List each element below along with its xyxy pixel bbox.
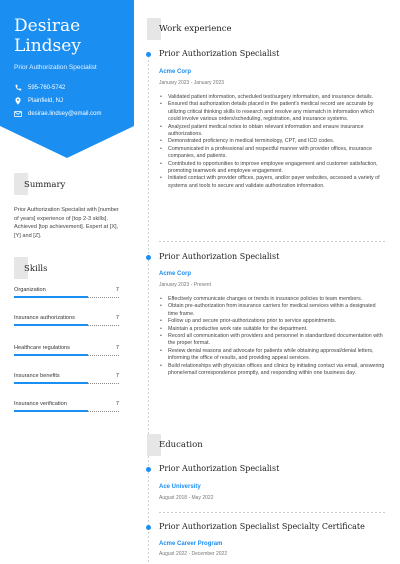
job-bullet: • Demonstrated proficiency in medical terminology, CPT, and ICD codes. xyxy=(159,138,385,145)
summary-text: Prior Authorization Specialist with [number of years] experience of [top 2-3 skills]. Achieved [top achievement]. Expert at [X], [Y] and [Z]. xyxy=(14,207,119,239)
education-school: Acme Career Program xyxy=(159,541,223,547)
first-name: Desirae xyxy=(14,16,81,36)
contact-phone xyxy=(14,84,65,92)
skill-item xyxy=(14,315,119,326)
job-bullet: • Effectively communicate changes or trends in insurance policies to team members. xyxy=(159,296,385,303)
phone-icon xyxy=(14,84,22,92)
skill-level: 7 xyxy=(115,401,119,407)
skill-level: 7 xyxy=(115,315,119,321)
divider xyxy=(159,512,385,513)
job-bullet: • Communicated in a professional and respectful manner with provider offices, insurance companies, and patients. xyxy=(159,146,385,161)
experience-heading: Work experience xyxy=(159,24,232,34)
education-title: Prior Authorization Specialist xyxy=(159,464,280,473)
skill-item xyxy=(14,287,119,298)
skill-item xyxy=(14,345,119,356)
skill-level: 7 xyxy=(115,373,119,379)
candidate-name xyxy=(14,16,132,56)
divider xyxy=(159,241,385,242)
skill-level: 7 xyxy=(115,287,119,293)
skill-level-bar xyxy=(14,382,88,384)
skill-name: Healthcare regulations xyxy=(14,345,70,351)
last-name: Lindsey xyxy=(14,36,81,56)
education-dates: August 2022 - December 2022 xyxy=(159,551,228,557)
job-bullet: • Obtain pre-authorization from insurance carriers for medical services within a designated time frame. xyxy=(159,303,385,318)
email-icon xyxy=(14,110,22,118)
skill-name: Insurance verification xyxy=(14,401,67,407)
timeline-dot xyxy=(146,52,151,57)
timeline-dot xyxy=(146,525,151,530)
job-bullet: • Build relationships with physician offices and clinics by initiating contact via email, answering phone/email correspondence promptly, and responding within one business day. xyxy=(159,363,385,378)
skill-name: Organization xyxy=(14,287,46,293)
job-dates: January 2023 - January 2023 xyxy=(159,80,225,86)
education-title: Prior Authorization Specialist Specialty Certificate xyxy=(159,522,365,531)
skill-level-bar xyxy=(14,410,88,412)
job-bullet: • Record all communication with providers and personnel in standardized documentation with the proper format. xyxy=(159,333,385,348)
timeline-dot xyxy=(146,467,151,472)
job-bullet: • Analyzed patient medical notes to obtain relevant information and ensure insurance authorizations. xyxy=(159,124,385,139)
contact-email[interactable] xyxy=(14,110,101,118)
education-heading: Education xyxy=(159,440,203,450)
skill-level: 7 xyxy=(115,345,119,351)
skill-level-bar xyxy=(14,354,88,356)
summary-heading: Summary xyxy=(24,180,66,190)
skill-item xyxy=(14,401,119,412)
skills-heading: Skills xyxy=(24,264,48,274)
skill-level-bar xyxy=(14,324,88,326)
email-text[interactable]: desirae.lindsey@email.com xyxy=(28,111,102,117)
candidate-role: Prior Authorization Specialist xyxy=(14,64,97,71)
job-bullet: • Maintain a productive work rate suitable for the department. xyxy=(159,326,385,333)
job-company: Acme Corp xyxy=(159,69,192,75)
skill-name: Insurance authorizations xyxy=(14,315,75,321)
job-bullet: • Validated patient information, scheduled test/surgery information, and insurance details. xyxy=(159,94,385,101)
education-dates: August 2018 - May 2022 xyxy=(159,495,214,501)
left-column xyxy=(0,0,134,564)
job-bullets xyxy=(159,94,385,190)
job-company: Acme Corp xyxy=(159,271,192,277)
job-bullet: • Follow up and secure prior-authorizations prior to service appointments. xyxy=(159,318,385,325)
job-bullet: • Review denial reasons and advocate for patients while obtaining approval/denial letters, informing the office of results, and providing appeal services. xyxy=(159,348,385,363)
phone-text: 595-760-5742 xyxy=(28,85,66,91)
timeline-dot xyxy=(146,255,151,260)
education-school: Ace University xyxy=(159,484,201,490)
timeline-line xyxy=(148,56,149,564)
job-bullet: • Initiated contact with provider offices, payers, and/or payer websites, accessed a variety of systems and tools to secure and validate authorization information. xyxy=(159,175,385,190)
location-pin-icon xyxy=(14,97,22,105)
job-bullet: • Contributed to opportunities to improve employee engagement and customer satisfaction, promoting teamwork and employee engagement. xyxy=(159,161,385,176)
skill-item xyxy=(14,373,119,384)
job-title: Prior Authorization Specialist xyxy=(159,49,280,58)
job-dates: January 2023 - Present xyxy=(159,282,211,288)
job-bullets xyxy=(159,296,385,377)
job-title: Prior Authorization Specialist xyxy=(159,252,280,261)
location-text: Plainfield, NJ xyxy=(28,98,64,104)
contact-location xyxy=(14,97,63,105)
skill-name: Insurance benefits xyxy=(14,373,60,379)
skill-level-bar xyxy=(14,296,88,298)
job-bullet: • Ensured that authorization details placed in the patient's medical record are accurate by utilizing critical thinking skills to research and resolve any mismatch in information which could involve various orders/scheduling, registration, and insurance systems. xyxy=(159,101,385,123)
